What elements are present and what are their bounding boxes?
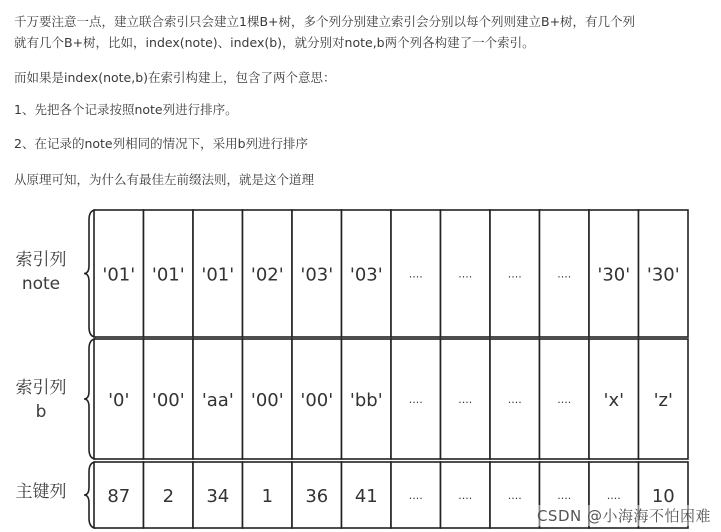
cell-value: .... xyxy=(557,489,572,502)
cell-value: '03' xyxy=(300,264,334,286)
cell-value: 1 xyxy=(261,486,274,507)
cell-value: '30' xyxy=(646,264,680,286)
cell-value: 'x' xyxy=(603,390,625,411)
cell-value: .... xyxy=(557,267,572,281)
cell-value: 'z' xyxy=(653,390,673,411)
cell-value: .... xyxy=(458,489,473,502)
csdn-watermark: CSDN @小海海不怕困难 xyxy=(536,507,711,525)
cell-value: '02' xyxy=(250,264,284,286)
composite-index-figure xyxy=(0,200,721,532)
cell-value: .... xyxy=(507,267,522,281)
cell-value: 'bb' xyxy=(349,390,383,411)
cell-value: .... xyxy=(507,489,522,502)
cell-value: .... xyxy=(507,393,522,406)
cell-value: 'aa' xyxy=(201,390,234,411)
cell-value: 2 xyxy=(162,486,175,507)
paragraph-4: 1、先把各个记录按照note列进行排序。 xyxy=(14,102,238,117)
index-grid xyxy=(0,200,721,532)
cell-value: .... xyxy=(557,393,572,406)
cell-value: '01' xyxy=(102,264,136,286)
cell-value: 87 xyxy=(107,486,131,507)
paragraph-6: 从原理可知，为什么有最佳左前缀法则，就是这个道理 xyxy=(14,172,315,187)
paragraph-2: 就有几个B+树，比如，index(note)、index(b)，就分别对note,b两个列各构建了一个索引。 xyxy=(14,35,535,50)
cell-value: .... xyxy=(408,267,423,281)
cell-value: '00' xyxy=(300,390,334,411)
cell-value: .... xyxy=(408,393,423,406)
paragraph-1: 千万要注意一点，建立联合索引只会建立1棵B+树，多个列分别建立索引会分别以每个列则建立B+树，有几个列 xyxy=(14,14,636,29)
cell-value: 34 xyxy=(206,486,230,507)
row-label-note: 索引列 note xyxy=(15,250,67,294)
cell-value: .... xyxy=(458,393,473,406)
paragraph-5: 2、在记录的note列相同的情况下，采用b列进行排序 xyxy=(14,136,309,151)
cell-value: '03' xyxy=(349,264,383,286)
cell-value: '01' xyxy=(151,264,185,286)
cell-value: 41 xyxy=(354,486,378,507)
cell-value: '30' xyxy=(597,264,631,286)
paragraph-3: 而如果是index(note,b)在索引构建上，包含了两个意思： xyxy=(14,70,336,85)
cell-value: '00' xyxy=(151,390,185,411)
cell-value: .... xyxy=(408,489,423,502)
cell-value: .... xyxy=(458,267,473,281)
cell-value: '00' xyxy=(250,390,284,411)
cell-value: '01' xyxy=(201,264,235,286)
cell-value: .... xyxy=(606,489,621,502)
cell-value: 36 xyxy=(305,486,329,507)
row-label-b: 索引列 b xyxy=(15,378,67,422)
cell-value: '0' xyxy=(108,390,130,411)
cell-value: 10 xyxy=(651,486,675,507)
row-label-primary-key: 主键列 xyxy=(15,482,67,502)
